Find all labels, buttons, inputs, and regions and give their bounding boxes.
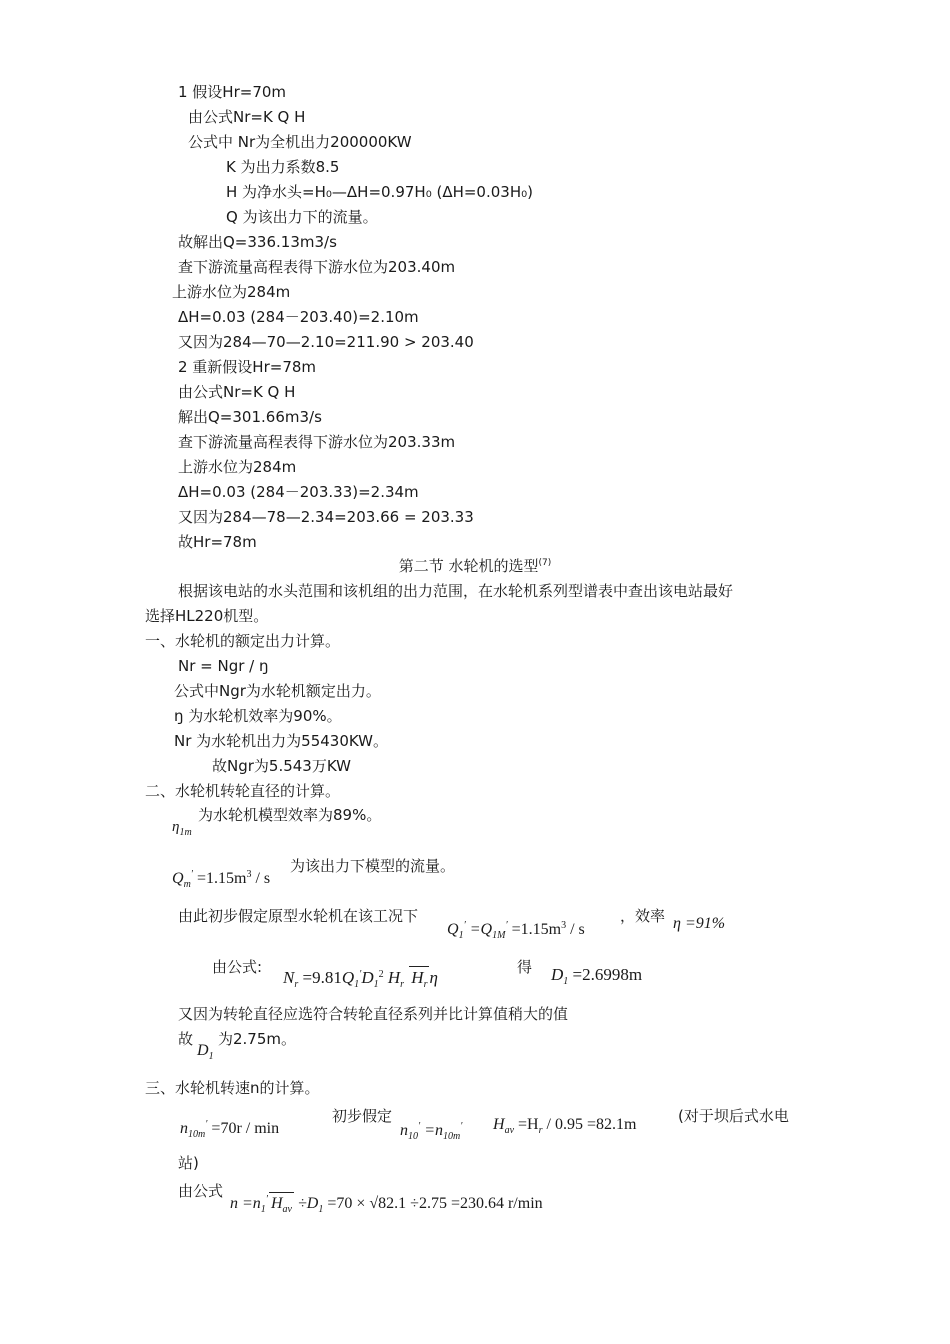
hav-formula: $H_{av} =H_r / 0.95 =82.1m$ — [493, 1116, 637, 1136]
text-line: 为该出力下模型的流量。 — [290, 857, 456, 875]
text-line: 故 — [178, 1030, 194, 1048]
n10m-formula: $n_{10m}' =70r / \min$ — [180, 1119, 280, 1140]
paragraph-line: 根据该电站的水头范围和该机组的出力范围，在水轮机系列型谱表中查出该电站最好 — [178, 582, 734, 600]
text-line: 公式中Ngr为水轮机额定出力。 — [174, 682, 381, 700]
qm-formula: $Q_m' =1.15m^3 / s$ — [172, 869, 271, 890]
text-line — [178, 82, 286, 102]
text-line: H 为净水头=H₀—ΔH=0.97H₀ (ΔH=0.03H₀) — [226, 183, 533, 201]
text-line: ，效率 — [620, 907, 666, 925]
text-line: Nr 为水轮机出力为55430KW。 — [174, 732, 389, 750]
text-line: 故Ngr为5.543万KW — [212, 757, 351, 775]
text-line: K 为出力系数8.5 — [226, 158, 340, 176]
text-line: 站) — [178, 1154, 199, 1172]
text-line: 查下游流量高程表得下游水位为203.33m — [178, 433, 456, 451]
heading-runner-diameter: 二、水轮机转轮直径的计算。 — [145, 782, 341, 800]
text-line: Q 为该出力下的流量。 — [226, 208, 378, 226]
text-line: 查下游流量高程表得下游水位为203.40m — [178, 258, 456, 276]
text-line: 由此初步假定原型水轮机在该工况下 — [178, 907, 419, 925]
text-line: 2 重新假设Hr=78m — [178, 358, 317, 376]
text-line: 由公式: — [212, 958, 263, 976]
heading-rated-output: 一、水轮机的额定出力计算。 — [145, 632, 341, 650]
text-line: 由公式Nr=K Q H — [178, 383, 296, 401]
heading-speed: 三、水轮机转速n的计算。 — [145, 1079, 320, 1097]
d1-result: $D_1 =2.6998m$ — [551, 965, 643, 987]
text-line: 为水轮机模型效率为89%。 — [198, 806, 382, 824]
text-line: 故解出Q=336.13m3/s — [178, 233, 337, 251]
text-line: 为2.75m。 — [218, 1030, 297, 1048]
text-line: ΔH=0.03 (284－203.33)=2.34m — [178, 483, 419, 501]
section-title: 第二节 水轮机的选型$^{(7)}$ — [398, 557, 552, 575]
d1-symbol: $D_1$ — [197, 1042, 214, 1062]
text-line: ΔH=0.03 (284－203.40)=2.10m — [178, 308, 419, 326]
text-line: 由公式 — [178, 1182, 224, 1200]
text-line: (对于坝后式水电 — [678, 1107, 789, 1125]
text-line: 又因为转轮直径应选符合转轮直径系列并比计算值稍大的值 — [178, 1005, 569, 1023]
text-line: 故Hr=78m — [178, 533, 257, 551]
text-line: 由公式Nr=K Q H — [188, 108, 306, 126]
text-line: 初步假定 — [332, 1107, 393, 1125]
text-line: ŋ 为水轮机效率为90%。 — [174, 707, 342, 725]
assume-hr-70: 1 假设Hr=70m — [178, 83, 287, 101]
text-line: 又因为284—78—2.34=203.66 = 203.33 — [178, 508, 474, 526]
n10-formula: $n_{10}' =n_{10m}'$ — [400, 1121, 463, 1142]
q1-formula: $Q_1' =Q_{1M}' =1.15m^3 / s$ — [447, 920, 585, 941]
text-line: Nr = Ngr / ŋ — [178, 657, 269, 675]
text-line: 得 — [517, 958, 533, 976]
text-line: 公式中 Nr为全机出力200000KW — [188, 133, 412, 151]
text-line: 上游水位为284m — [178, 458, 297, 476]
efficiency-formula: η =91% — [673, 915, 726, 932]
text-line: 又因为284—70—2.10=211.90 > 203.40 — [178, 333, 474, 351]
speed-formula: $n =n_1'$ $H_{av} \div D_1 =70 \times √82.1 \div 2.75 =230.64$ r/min — [230, 1189, 543, 1221]
reference-marker: (7) — [538, 558, 552, 568]
eta-1m-symbol: $\eta_{1m}$ — [172, 819, 192, 838]
text-line: 上游水位为284m — [172, 283, 291, 301]
text-line: 解出Q=301.66m3/s — [178, 408, 322, 426]
power-formula: $N_r =9.81Q_1'D_1^2$ $H_r$ $H_r$ η — [283, 964, 438, 996]
paragraph-line: 选择HL220机型。 — [145, 607, 269, 625]
